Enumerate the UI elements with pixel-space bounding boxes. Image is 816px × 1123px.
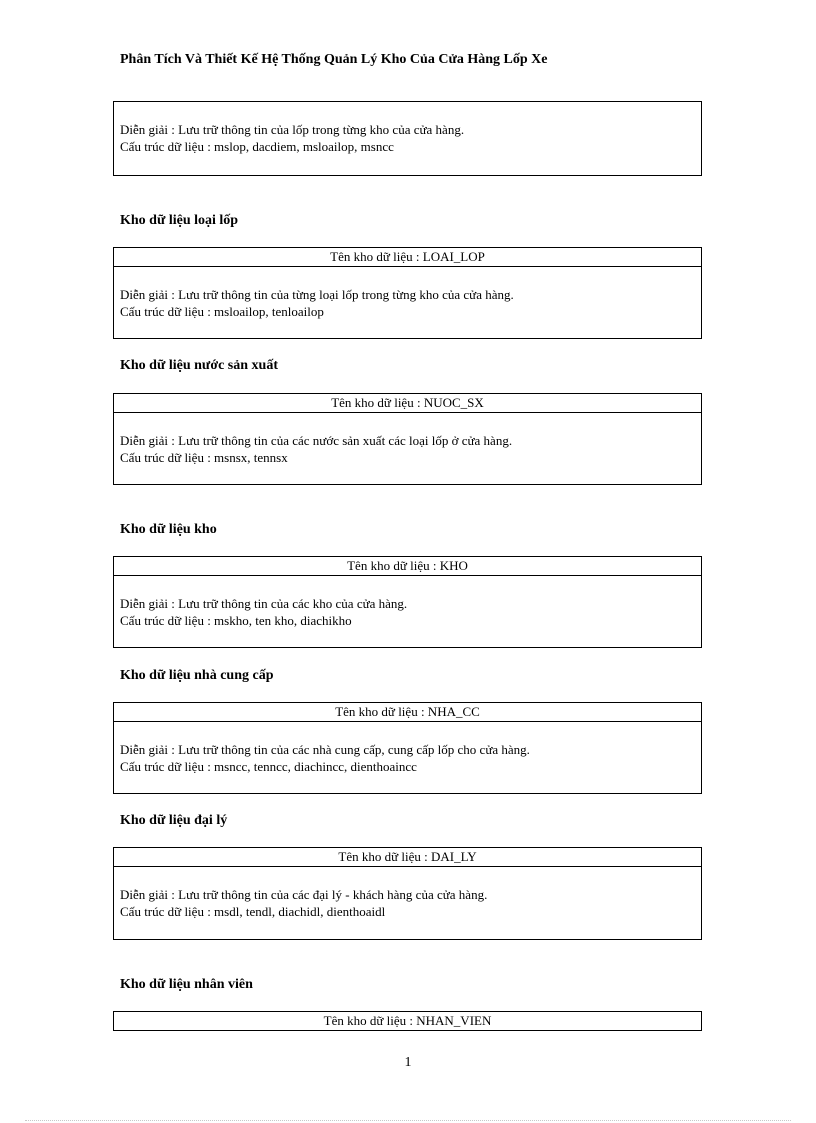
datastore-box-dai-ly xyxy=(113,847,702,940)
datastore-description: Diễn giải : Lưu trữ thông tin của từng loại lốp trong từng kho của cửa hàng. xyxy=(120,287,514,302)
page-number: 1 xyxy=(404,1055,412,1070)
datastore-description: Diễn giải : Lưu trữ thông tin của các kho của cửa hàng. xyxy=(120,596,408,611)
datastore-structure: Cấu trúc dữ liệu : mskho, ten kho, diachikho xyxy=(120,613,352,628)
datastore-description: Diễn giải : Lưu trữ thông tin của các đại lý - khách hàng của cửa hàng. xyxy=(120,887,488,902)
datastore-name: Tên kho dữ liệu : NHAN_VIEN xyxy=(323,1013,492,1028)
section-heading-nha-cc: Kho dữ liệu nhà cung cấp xyxy=(120,668,274,683)
page-bottom-divider xyxy=(25,1120,791,1121)
section-heading-dai-ly: Kho dữ liệu đại lý xyxy=(120,813,228,828)
datastore-box-kho xyxy=(113,556,702,648)
section-heading-nhan-vien: Kho dữ liệu nhân viên xyxy=(120,977,253,992)
datastore-description: Diễn giải : Lưu trữ thông tin của lốp trong từng kho của cửa hàng. xyxy=(120,122,465,137)
datastore-name: Tên kho dữ liệu : KHO xyxy=(114,557,701,576)
datastore-structure: Cấu trúc dữ liệu : msdl, tendl, diachidl, dienthoaidl xyxy=(120,904,386,919)
section-heading-kho: Kho dữ liệu kho xyxy=(120,522,217,537)
document-header: Phân Tích Và Thiết Kế Hệ Thống Quản Lý Kho Của Cửa Hàng Lốp Xe xyxy=(120,52,548,67)
datastore-name: Tên kho dữ liệu : DAI_LY xyxy=(114,848,701,867)
datastore-structure: Cấu trúc dữ liệu : mslop, dacdiem, msloailop, msncc xyxy=(120,139,394,154)
datastore-structure: Cấu trúc dữ liệu : msncc, tenncc, diachincc, dienthoaincc xyxy=(120,759,417,774)
datastore-structure: Cấu trúc dữ liệu : msloailop, tenloailop xyxy=(120,304,324,319)
datastore-name: Tên kho dữ liệu : LOAI_LOP xyxy=(114,248,701,267)
datastore-name: Tên kho dữ liệu : NHA_CC xyxy=(114,703,701,722)
datastore-box-nha-cc xyxy=(113,702,702,794)
datastore-box-nuoc-sx xyxy=(113,393,702,485)
datastore-description: Diễn giải : Lưu trữ thông tin của các nước sản xuất các loại lốp ở cửa hàng. xyxy=(120,433,513,448)
datastore-name: Tên kho dữ liệu : NUOC_SX xyxy=(114,394,701,413)
datastore-box-loai-lop xyxy=(113,247,702,339)
section-heading-nuoc-sx: Kho dữ liệu nước sản xuất xyxy=(120,358,278,373)
datastore-box-nhan-vien xyxy=(113,1011,702,1031)
datastore-box-lop xyxy=(113,101,702,176)
section-heading-loai-lop: Kho dữ liệu loại lốp xyxy=(120,213,239,228)
datastore-structure: Cấu trúc dữ liệu : msnsx, tennsx xyxy=(120,450,288,465)
datastore-description: Diễn giải : Lưu trữ thông tin của các nhà cung cấp, cung cấp lốp cho cửa hàng. xyxy=(120,742,530,757)
